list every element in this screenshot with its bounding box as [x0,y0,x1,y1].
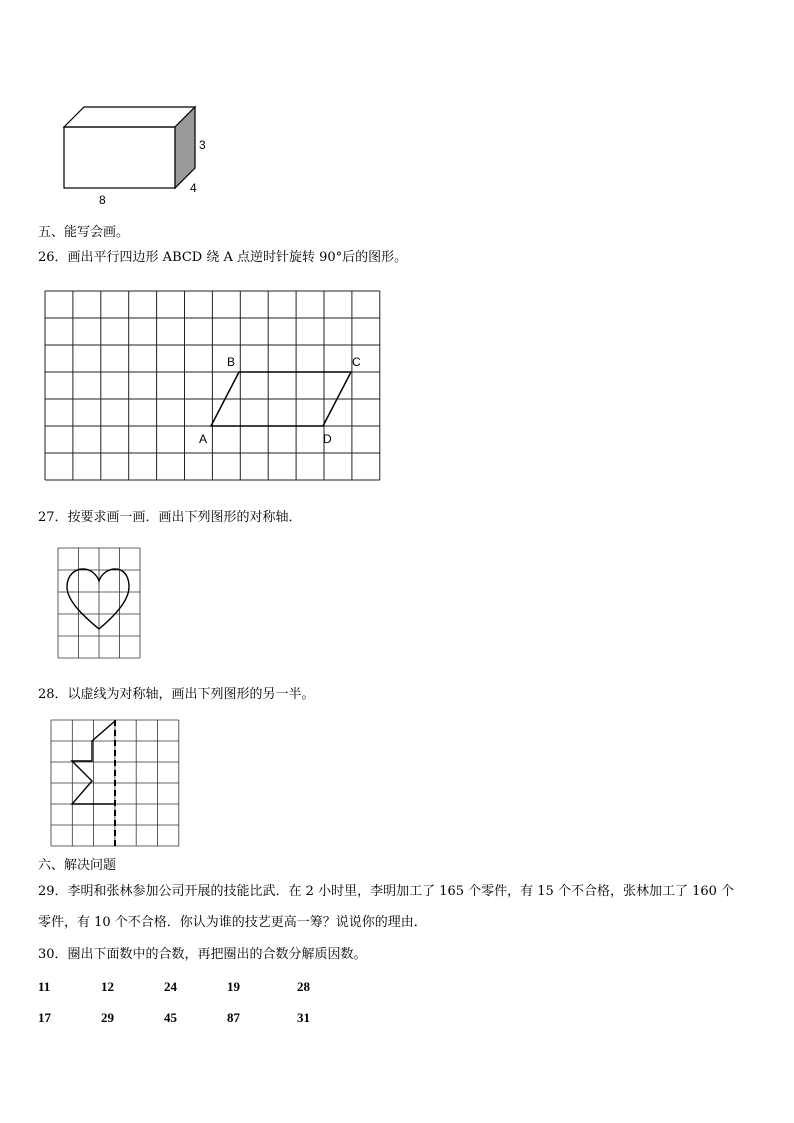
number-item: 87 [227,1010,240,1025]
number-item: 24 [164,979,177,994]
section5-title: 五、能写会画。 [38,225,130,240]
point-label-a: A [199,432,208,446]
cuboid-height-label: 3 [199,138,206,152]
q29-line2: 零件，有 10 个不合格．你认为谁的技艺更高一筹？说说你的理由． [38,915,427,930]
number-item: 11 [38,979,51,994]
q26-text: 26．画出平行四边形 ABCD 绕 A 点逆时针旋转 90°后的图形。 [38,250,408,265]
point-label-d: D [323,432,332,446]
number-item: 17 [38,1010,51,1025]
q28-text: 28．以虚线为对称轴，画出下列图形的另一半。 [38,687,315,702]
cuboid-length-label: 8 [99,193,106,207]
point-label-b: B [227,355,236,369]
point-label-c: C [352,355,361,369]
number-item: 28 [297,979,310,994]
q27-text: 27．按要求画一画．画出下列图形的对称轴． [38,510,302,525]
q27-heart-grid [57,547,141,659]
q28-symmetry-grid [50,718,180,848]
q29-line1: 29．李明和张林参加公司开展的技能比武．在 2 小时里，李明加工了 165 个零件，有 15 个不合格，张林加工了 160 个 [38,884,735,899]
number-item: 19 [227,979,240,994]
number-item: 45 [164,1010,177,1025]
cuboid-figure [55,100,235,210]
section6-title: 六、解决问题 [38,858,117,873]
number-item: 31 [297,1010,310,1025]
q26-grid [44,290,380,482]
cuboid-width-label: 4 [190,181,197,195]
number-item: 12 [101,979,114,994]
q30-text: 30．圈出下面数中的合数，再把圈出的合数分解质因数。 [38,947,367,962]
number-item: 29 [101,1010,114,1025]
